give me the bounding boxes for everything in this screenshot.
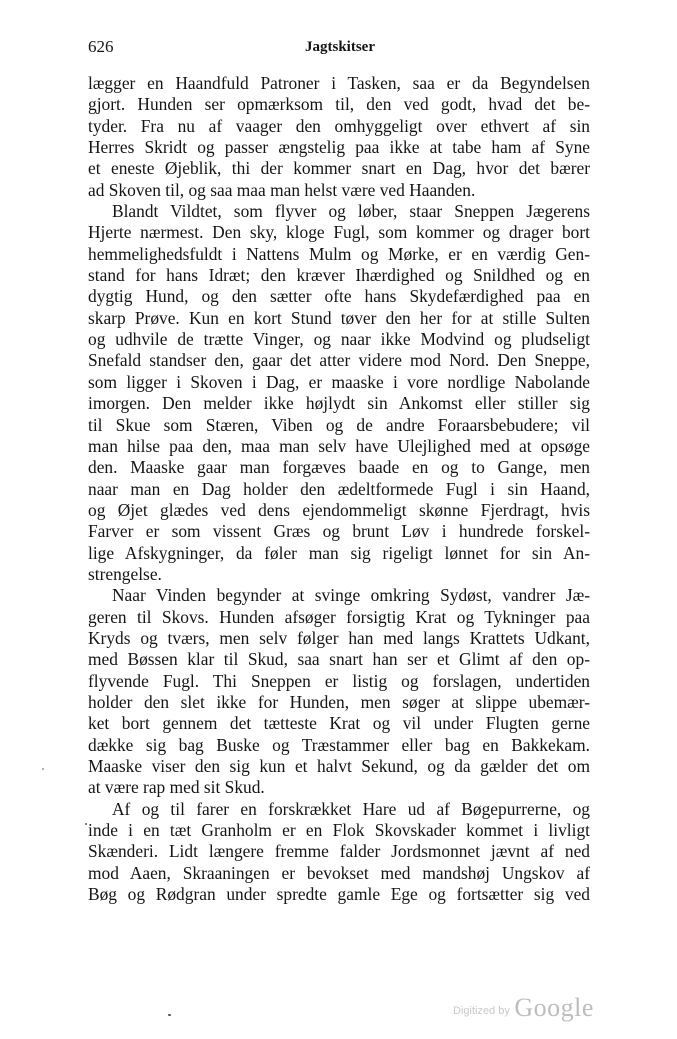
text-line: Naar Vinden begynder at svinge omkring Sydøst, vandrer Jæ- [112, 585, 590, 606]
paragraph-3 [88, 585, 590, 798]
text-line: Blandt Vildtet, som flyver og løber, staar Sneppen Jægerens [112, 201, 590, 222]
text-line: tyder. Fra nu af vaager den omhyggeligt over ethvert af sin [88, 115, 590, 136]
text-line: flyvende Fugl. Thi Sneppen er listig og forslagen, undertiden [88, 670, 590, 691]
text-line: dygtig Hund, og den sætter ofte hans Skydefærdighed paa en [88, 286, 590, 307]
text-line: Skænderi. Lidt længere fremme falder Jordsmonnet jævnt af ned [88, 841, 590, 862]
text-line: lægger en Haandfuld Patroner i Tasken, saa er da Begyndelsen [88, 73, 590, 93]
text-line: Snefald standser den, gaar det atter videre mod Nord. Den Sneppe, [88, 350, 590, 371]
page-number: 626 [88, 37, 114, 56]
text-line: skarp Prøve. Kun en kort Stund tøver den her for at stille Sulten [88, 307, 590, 328]
text-line: Hjerte nærmest. Den sky, kloge Fugl, som kommer og drager bort [88, 222, 590, 243]
text-line: at være rap med sit Skud. [88, 777, 265, 798]
running-title: Jagtskitser [305, 39, 375, 55]
text-line: Herres Skridt og passer ængstelig paa ikke at tabe ham af Syne [88, 137, 590, 158]
text-line: imorgen. Den melder ikke højlydt sin Ankomst eller stiller sig [88, 393, 590, 414]
text-line: geren til Skovs. Hunden afsøger forsigtig Krat og Tykninger paa [88, 606, 590, 627]
watermark-prefix: Digitized by [453, 1005, 510, 1017]
scan-speck [168, 1014, 171, 1016]
digitized-watermark [453, 993, 594, 1023]
text-line: naar man en Dag holder den ædeltformede Fugl i sin Haand, [88, 478, 590, 499]
text-line: man hilse paa den, maa man selv have Ulejlighed med at opsøge [88, 435, 590, 456]
paragraph-4 [88, 799, 590, 906]
text-line: et eneste Øjeblik, thi der kommer snart en Dag, hvor det bærer [88, 158, 590, 179]
scan-speck [85, 823, 87, 825]
text-line: og udhvile de trætte Vinger, og naar ikke Modvind og pludseligt [88, 329, 590, 350]
text-line: som ligger i Skoven i Dag, er maaske i vore nordlige Nabolande [88, 371, 590, 392]
text-line: hemmelighedsfuldt i Nattens Mulm og Mørke, er en værdig Gen- [88, 243, 590, 264]
text-line: til Skue som Stæren, Viben og de andre Foraarsbebudere; vil [88, 414, 590, 435]
watermark-brand: Google [514, 993, 594, 1022]
text-line: Maaske viser den sig kun et halvt Sekund, og da gælder det om [88, 756, 590, 776]
body-text [88, 73, 590, 905]
text-line: Bøg og Rødgran under spredte gamle Ege og fortsætter sig ved [88, 884, 590, 905]
text-line: gjort. Hunden ser opmærksom til, den ved godt, hvad det be- [88, 94, 590, 115]
text-line: Farver er som vissent Græs og brunt Løv i hundrede forskel- [88, 521, 590, 542]
text-line: stand for hans Idræt; den kræver Ihærdighed og Snildhed og en [88, 265, 590, 286]
text-line: med Bøssen klar til Skud, saa snart han ser et Glimt af den op- [88, 649, 590, 670]
paragraph-2 [88, 201, 590, 585]
text-line: den. Maaske gaar man forgæves baade en og to Gange, men [88, 457, 590, 478]
text-line: holder den slet ikke for Hunden, men søger at slippe ubemær- [88, 691, 590, 712]
text-line: og Øjet glædes ved dens ejendommeligt skønne Fjerdragt, hvis [88, 499, 590, 520]
text-line: lige Afskygninger, da føler man sig rigeligt lønnet for sin An- [88, 542, 590, 563]
text-line: Af og til farer en forskrækket Hare ud af Bøgepurrerne, og [112, 798, 590, 819]
text-line: ket bort gennem det tætteste Krat og vil under Flugten gerne [88, 713, 590, 734]
text-line: Kryds og tværs, men selv følger han med langs Krattets Udkant, [88, 627, 590, 648]
text-line: dække sig bag Buske og Træstammer eller bag en Bakkekam. [88, 734, 590, 755]
text-line: strengelse. [88, 563, 162, 584]
text-line: inde i en tæt Granholm er en Flok Skovskader kommet i livligt [88, 820, 590, 841]
paragraph-1 [88, 73, 590, 201]
scan-speck [42, 768, 44, 770]
text-line: mod Aaen, Skraaningen er bevokset med mandshøj Ungskov af [88, 862, 590, 883]
text-line: ad Skoven til, og saa maa man helst være ved Haanden. [88, 179, 476, 200]
